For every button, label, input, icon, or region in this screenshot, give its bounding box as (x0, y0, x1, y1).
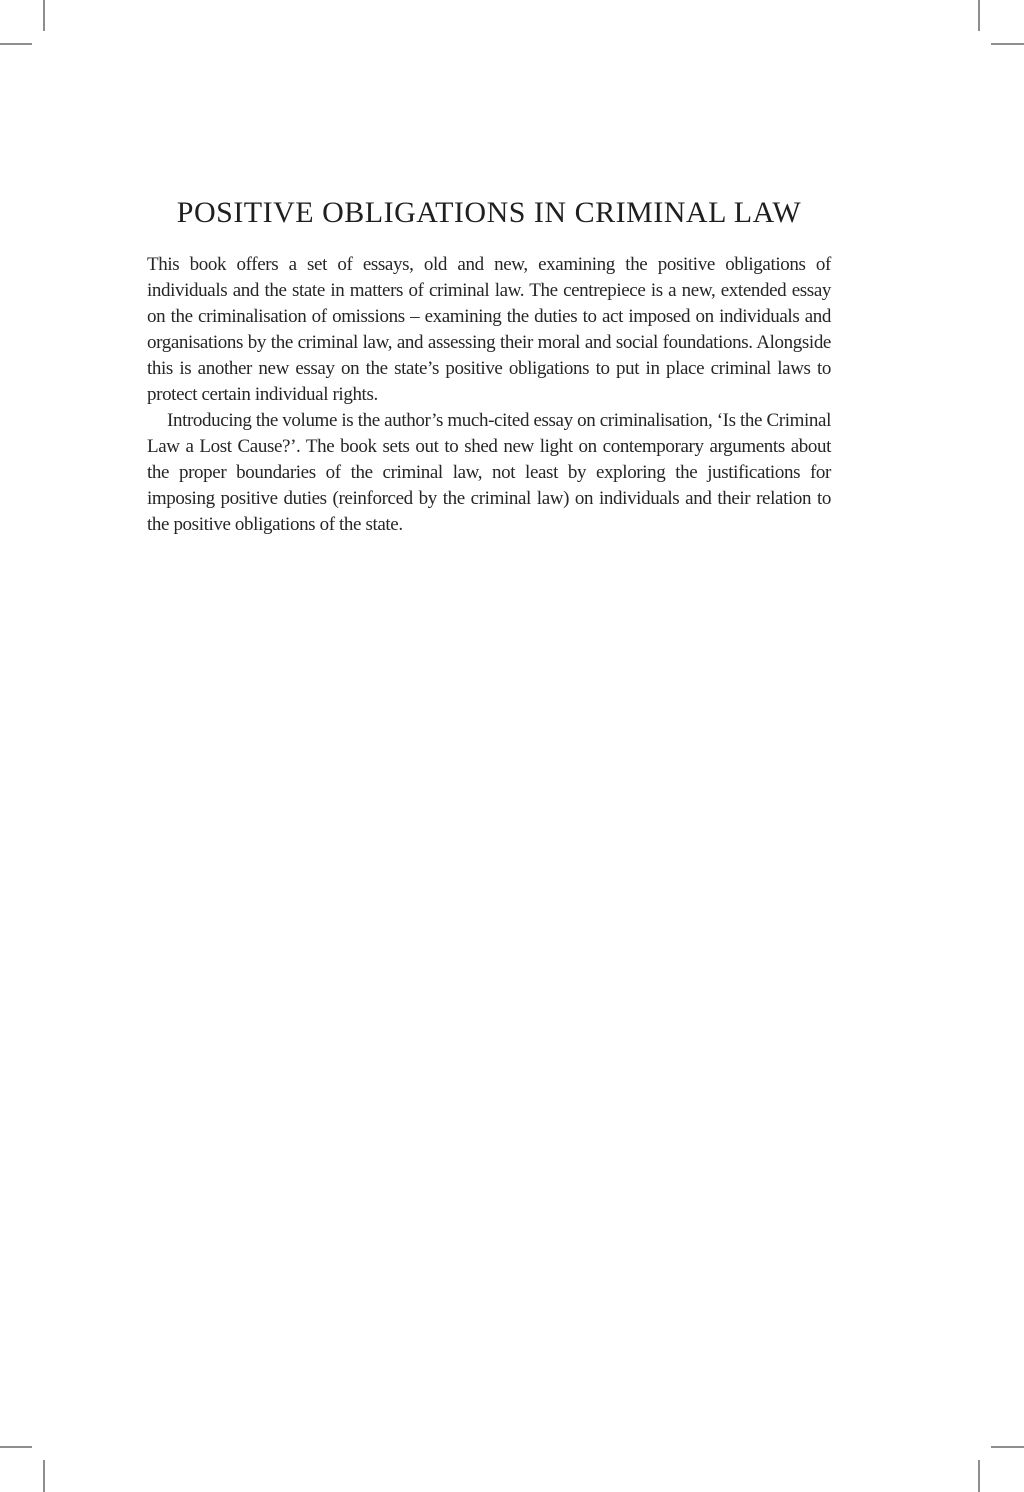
blurb-paragraph-1: This book offers a set of essays, old and new, examining the positive obligations of individuals and the state in matters of criminal law. The centrepiece is a new, extended essay on the criminalisation of omissions – examining the duties to act imposed on individuals and organisations by the criminal law, and assessing their moral and social foundations. Alongside this is another new essay on the state’s positive obligations to put in place criminal laws to protect certain individual rights. (147, 254, 831, 405)
crop-mark-bottom-left-horizontal (0, 1446, 32, 1448)
crop-mark-top-left-horizontal (0, 43, 32, 45)
blurb-paragraph-2: Introducing the volume is the author’s much-cited essay on criminalisation, ‘Is the Criminal Law a Lost Cause?’. The book sets out to shed new light on contemporary arguments about the proper boundaries of the criminal law, not least by exploring the justifications for imposing positive duties (reinforced by the criminal law) on individuals and their relation to the positive obligations of the state. (147, 410, 831, 535)
text-block (147, 195, 831, 538)
crop-mark-bottom-right-horizontal (991, 1446, 1024, 1448)
crop-mark-top-left-vertical (43, 0, 45, 31)
crop-mark-top-right-horizontal (991, 43, 1024, 45)
crop-mark-bottom-right-vertical (978, 1460, 980, 1492)
crop-mark-top-right-vertical (978, 0, 980, 31)
book-blurb (147, 252, 831, 538)
crop-mark-bottom-left-vertical (43, 1460, 45, 1492)
book-title: POSITIVE OBLIGATIONS IN CRIMINAL LAW (176, 196, 802, 229)
